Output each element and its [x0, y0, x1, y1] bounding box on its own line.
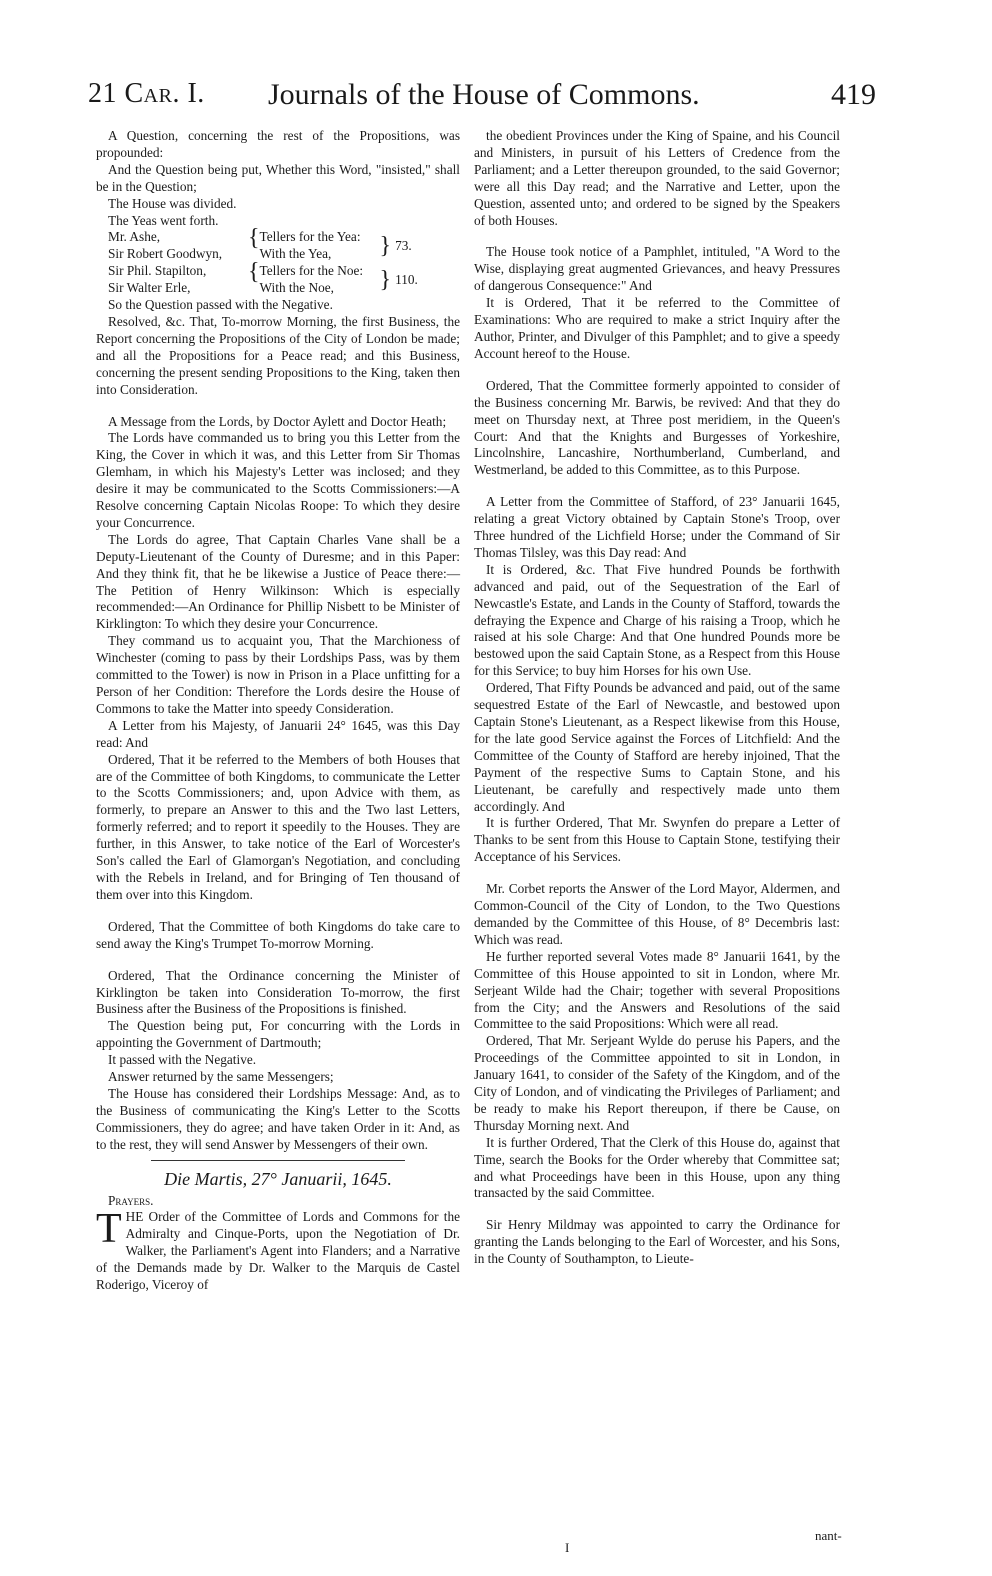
paragraph: The House was divided.	[108, 195, 237, 211]
paragraph: It is further Ordered, That Mr. Swynfen do prepare a Letter of Thanks to be sent from this House to Captain Stone, testifying their Acceptance of his Services.	[474, 815, 840, 865]
paragraph: It is Ordered, That it be referred to the Committee of Examinations: Who are required to make a strict Inquiry after the Author, Printer, and Divulger of this Pamphlet; and to give a speedy Account hereof to the House.	[474, 295, 840, 361]
section-divider	[151, 1160, 406, 1161]
running-header	[88, 78, 876, 118]
paragraph: So the Question passed with the Negative.	[108, 297, 333, 313]
paragraph: And the Question being put, Whether this Word, "insisted," shall be in the Question;	[96, 161, 460, 194]
noe-count: 110.	[395, 271, 418, 287]
left-column	[96, 128, 460, 1294]
paragraph: He further reported several Votes made 8° Januarii 1641, by the Committee of this House appointed to sit in London, where Mr. Serjeant Wilde had the Chair; together with several Propositions from the City; and the Answers and Resolutions of the said Committee to the said Propositions: Which were all read.	[474, 948, 840, 1032]
paragraph: A Message from the Lords, by Doctor Aylett and Doctor Heath;	[108, 413, 447, 429]
date-heading: Die Martis, 27° Januarii, 1645.	[164, 1168, 392, 1189]
signature-mark: I	[565, 1540, 570, 1555]
paragraph: Sir Henry Mildmay was appointed to carry the Ordinance for granting the Lands belonging to the Earl of Worcester, and his Sons, in the County of Southampton, to Lieute-	[474, 1217, 840, 1267]
paragraph: the obedient Provinces under the King of Spaine, and his Council and Ministers, in pursuit of his Letters of Credence from the Parliament; and a Letter thereupon grounded, to the said Governor; were all this Day read; and the Narrative and Letter, upon the Question, assented unto; and ordered to be signed by the Speakers of both Houses.	[474, 128, 840, 228]
paragraph: Ordered, That it be referred to the Members of both Houses that are of the Committee of both Kingdoms, to communicate the Letter to the Scotts Commissioners; and, upon Advice with them, as formerly, to prepare an Answer to this and the Two last Letters, formerly referred; and to report it speedily to the Houses. They are further, in this Answer, to take notice of the Earl of Worcester's Son's called the Earl of Glamorgan's Negotiation, and concluding with the Rebels in Ireland, and for Bringing of Ten thousand of them over into this Kingdom.	[96, 751, 460, 902]
paragraph: The Yeas went forth.	[108, 212, 219, 228]
teller-role: With the Yea,	[259, 246, 332, 262]
page-footer	[565, 1528, 842, 1556]
paragraph: THE Order of the Committee of Lords and Commons for the Admiralty and Cinque-Ports, upon the Negotiation of Dr. Walker, the Parliament's Agent into Flanders; and a Narrative of the Demands made by Dr. Walker to the Marquis de Castel Roderigo, Viceroy of	[96, 1206, 460, 1293]
paragraph: Ordered, That the Committee of both Kingdoms do take care to send away the King's Trumpet To-morrow Morning.	[96, 918, 460, 951]
paragraph: It is Ordered, &c. That Five hundred Pounds be forthwith advanced and paid, out of the Sequestration of the Earl of Newcastle's Estate, and Lands in the County of Stafford, towards the defraying the Expence and Charge of his raising a Troop, which he raised at his sole Charge: And that One hundred Pounds more be bestowed upon the said Captain Stone, as a Respect from this House for this Service; to buy him Horses for his own Use.	[474, 561, 840, 679]
regnal-year: 21 Car. I.	[88, 78, 205, 109]
paragraph: A Letter from the Committee of Stafford, of 23° Januarii 1645, relating a great Victory obtained by Captain Stone's Troop, over Three hundred of the Lichfield Horse; under the Command of Sir Thomas Tilsley, was this Day read: And	[474, 494, 840, 560]
paragraph: A Letter from his Majesty, of Januarii 24° 1645, was this Day read: And	[96, 717, 460, 750]
paragraph: Ordered, That Mr. Serjeant Wylde do peruse his Papers, and the Proceedings of the Committee appointed to sit in London, in January 1641, to consider of the Safety of the Kingdom, and of the City of London, and of vindicating the Privileges of Parliament; and be ready to make his Report thereupon, if there be Cause, on Thursday Morning next. And	[474, 1033, 840, 1133]
teller-role: With the Noe,	[259, 280, 334, 296]
paragraph: The House took notice of a Pamphlet, intituled, "A Word to the Wise, displaying great augmented Grievances, and heavy Pressures of dangerous Consequence:" And	[474, 244, 840, 294]
teller-name: Sir Phil. Stapilton,	[108, 263, 207, 279]
teller-name: Sir Walter Erle,	[108, 280, 191, 296]
paragraph: Ordered, That the Ordinance concerning the Minister of Kirklington be taken into Consideration To-morrow, the first Business after the Business of the Propositions is finished.	[96, 967, 460, 1017]
right-column	[474, 128, 840, 1268]
paragraph: The Lords have commanded us to bring you this Letter from the King, the Cover in which it was, and this Letter from Sir Thomas Glemham, in which his Majesty's Letter was inclosed; and they desire it may be communicated to the Scotts Commissioners:—A Resolve concerning Captain Nicolas Roope: To which they desire your Concurrence.	[96, 430, 460, 530]
prayers-heading: Prayers.	[108, 1192, 154, 1208]
paragraph: Ordered, That Fifty Pounds be advanced and paid, out of the same sequestred Estate of the Earl of Newcastle, and bestowed upon Captain Stone's Lieutenant, as a Respect likewise from this House, for the late good Service against the Forces of Litchfield: And the Committee of the County of Stafford are hereby injoined, That the Payment of the respective Sums to Captain Stone, and his Lieutenant, be carefully and respectively made unto them accordingly. And	[474, 680, 840, 814]
journal-title: Journals of the House of Commons.	[268, 78, 700, 111]
teller-role: Tellers for the Noe:	[259, 263, 364, 279]
teller-role: Tellers for the Yea:	[259, 229, 361, 245]
page-number: 419	[831, 78, 876, 111]
paragraph: The Question being put, For concurring with the Lords in appointing the Government of Dartmouth;	[96, 1018, 460, 1051]
teller-name: Sir Robert Goodwyn,	[108, 246, 223, 262]
catchword: nant-	[815, 1528, 842, 1543]
paragraph: They command us to acquaint you, That the Marchioness of Winchester (coming to pass by their Lordships Pass, was by them committed to the Tower) is now in Prison in a Place unfitting for a Person of her Condition: Therefore the Lords desire the House of Commons to take the Matter into speedy Consideration.	[96, 633, 460, 716]
paragraph: Resolved, &c. That, To-morrow Morning, the first Business, the Report concerning the Propositions of the City of London be made; and all the Propositions for a Peace read; and this Business, concerning the present sending Propositions to the King, taken then into Consideration.	[96, 313, 460, 397]
paragraph: The Lords do agree, That Captain Charles Vane shall be a Deputy-Lieutenant of the County of Duresme; and in this Paper: And they think fit, that he be likewise a Justice of Peace there:—The Petition of Henry Wilkinson: Which is especially recommended:—An Ordinance for Phillip Nisbett to be Minister of Kirklington: To which they desire your Concurrence.	[96, 531, 460, 632]
paragraph: It is further Ordered, That the Clerk of this House do, against that Time, search the Books for the Order whereby that Committee sat; and what Proceedings have been in this House, upon any thing transacted by the said Committee.	[474, 1134, 840, 1201]
paragraph: Ordered, That the Committee formerly appointed to consider of the Business concerning Mr. Barwis, be revived: And that they do meet on Thursday next, at Three post meridiem, in the Queen's Court: And that the Knights and Burgesses of Yorkeshire, Lincolnshire, Lancashire, Northumberland, Cumberland, and Westmerland, be added to this Committee, as to this Purpose.	[474, 377, 840, 478]
paragraph: The House has considered their Lordships Message: And, as to the Business of communicating the King's Letter to the Scotts Commissioners, they do agree; and have taken Order in it: And, as to the rest, they will send Answer by Messengers of their own.	[96, 1085, 460, 1152]
paragraph: Answer returned by the same Messengers;	[108, 1069, 334, 1085]
division-tellers: Mr. Ashe, { Tellers for the Yea: } 73. Sir Robert Goodwyn, With the Yea, Sir Phil. Stapilton, { Tellers for the Noe: } 110. Sir Walter Erle, With the Noe,	[96, 229, 460, 297]
paragraph: It passed with the Negative.	[108, 1052, 257, 1068]
drop-cap: T	[96, 1206, 122, 1253]
teller-name: Mr. Ashe,	[108, 229, 161, 245]
paragraph: Mr. Corbet reports the Answer of the Lord Mayor, Aldermen, and Common-Council of the City of London, to the Two Questions demanded by the Committee of this House, of 8° Decembris last: Which was read.	[474, 881, 840, 947]
yea-count: 73.	[395, 237, 412, 253]
paragraph: A Question, concerning the rest of the Propositions, was propounded:	[96, 128, 460, 160]
